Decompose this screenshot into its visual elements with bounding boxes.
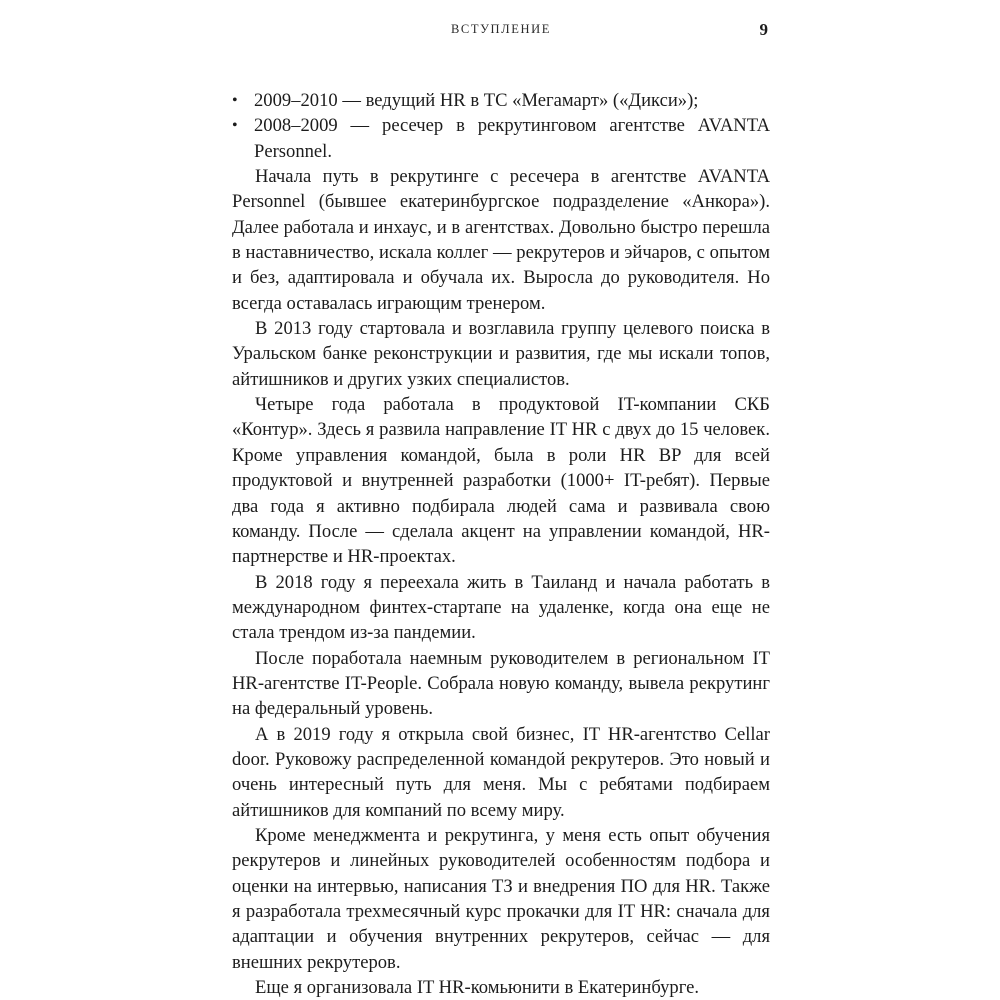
career-list bbox=[232, 88, 770, 164]
paragraph: В 2013 году стартовала и возглавила группу целевого поиска в Уральском банке реконструкции и развития, где мы искали топов, айтишников и других узких специалистов. bbox=[232, 318, 770, 390]
bullet-icon: • bbox=[232, 92, 238, 109]
list-item-text: 2009–2010 — ведущий HR в ТС «Мегамарт» («Дикси»); bbox=[254, 90, 699, 111]
paragraph: Еще я организовала IT HR-комьюнити в Екатеринбурге. bbox=[255, 977, 700, 999]
book-page bbox=[232, 20, 770, 1000]
paragraph: Начала путь в рекрутинге с ресечера в агентстве AVANTA Personnel (бывшее екатеринбургское подразделение «Анкора»). Далее работала и инхаус, и в агентствах. Довольно быстро перешла в наставничество, искала коллег — рекрутеров и эйчаров, с опытом и без, адаптировала и обучала их. Выросла до руководителя. Но всегда оставалась играющим тренером. bbox=[232, 166, 770, 314]
paragraph: В 2018 году я переехала жить в Таиланд и начала работать в международном финтех-стартапе на удаленке, когда она еще не стала трендом из-за пандемии. bbox=[232, 571, 770, 644]
list-item bbox=[232, 113, 770, 164]
section-title: ВСТУПЛЕНИЕ bbox=[451, 22, 551, 36]
list-item-text: 2008–2009 — ресечер в рекрутинговом агентстве AVANTA Personnel. bbox=[254, 115, 770, 162]
running-header bbox=[232, 20, 770, 46]
paragraph: Четыре года работала в продуктовой IT-компании СКБ «Контур». Здесь я развила направление IT HR с двух до 15 человек. Кроме управления командой, была в роли HR BP для всей продуктовой и внутренней разработки (1000+ IT-ребят). Первые два года я активно подбирала людей сама и развивала свою команду. После — сделала акцент на управлении командой, HR-партнерстве и HR-проектах. bbox=[232, 394, 770, 568]
paragraph: А в 2019 году я открыла свой бизнес, IT HR-агентство Cellar door. Руковожу распределенной командой рекрутеров. Это новый и очень интересный путь для меня. Мы с ребятами подбираем айтишников для компаний по всему миру. bbox=[232, 723, 770, 821]
page-number: 9 bbox=[759, 20, 768, 39]
list-item bbox=[232, 88, 770, 113]
bullet-icon: • bbox=[232, 117, 238, 135]
paragraph: После поработала наемным руководителем в региональном IT HR-агентстве IT-People. Собрала новую команду, вывела рекрутинг на федеральный уровень. bbox=[232, 647, 770, 720]
body-text bbox=[232, 88, 770, 1000]
paragraph: Кроме менеджмента и рекрутинга, у меня есть опыт обучения рекрутеров и линейных руководителей особенностям подбора и оценки на интервью, написания ТЗ и внедрения ПО для HR. Также я разработала трехмесячный курс прокачки для IT HR: сначала для адаптации и обучения внутренних рекрутеров, сейчас — для внешних рекрутеров. bbox=[232, 824, 770, 973]
